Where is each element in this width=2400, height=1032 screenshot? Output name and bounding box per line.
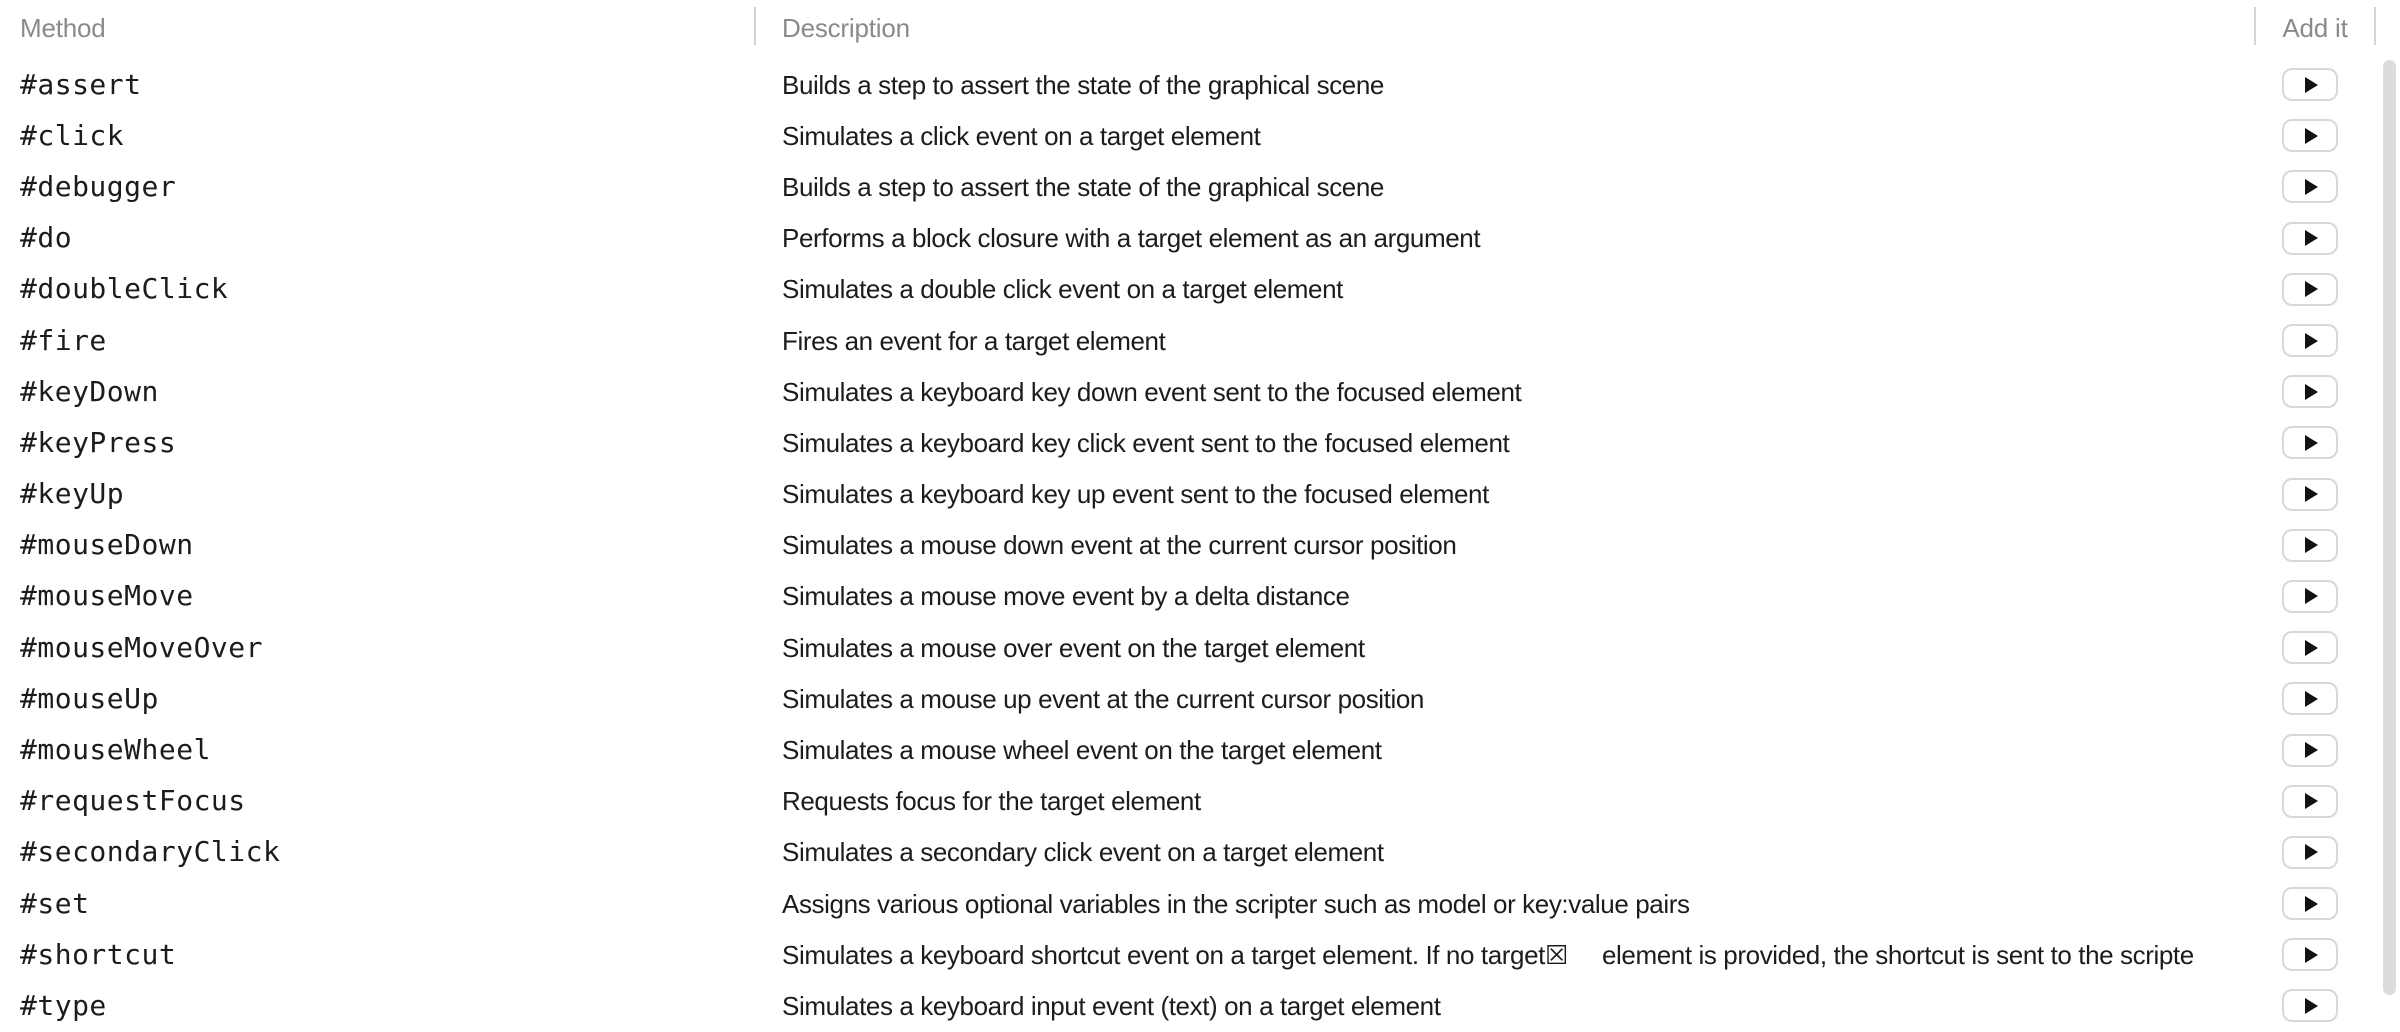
play-icon	[2305, 537, 2318, 553]
add-it-cell	[2255, 375, 2375, 408]
add-it-button[interactable]	[2282, 68, 2338, 101]
add-it-button[interactable]	[2282, 273, 2338, 306]
table-row[interactable]	[0, 110, 2400, 161]
add-it-button[interactable]	[2282, 734, 2338, 767]
play-icon	[2305, 793, 2318, 809]
method-description: Fires an event for a target element	[782, 325, 1166, 356]
add-it-button[interactable]	[2282, 580, 2338, 613]
table-row[interactable]	[0, 366, 2400, 417]
method-description: Simulates a mouse over event on the target element	[782, 632, 1365, 663]
method-description: Simulates a mouse move event by a delta distance	[782, 581, 1350, 612]
table-row[interactable]	[0, 878, 2400, 929]
method-description: Assigns various optional variables in the scripter such as model or key:value pairs	[782, 888, 1690, 919]
add-it-button[interactable]	[2282, 170, 2338, 203]
add-it-button[interactable]	[2282, 989, 2338, 1022]
add-it-cell	[2255, 222, 2375, 255]
column-header-description: Description	[782, 13, 910, 43]
add-it-button[interactable]	[2282, 682, 2338, 715]
table-row[interactable]	[0, 980, 2400, 1031]
method-description: Simulates a keyboard input event (text) on a target element	[782, 990, 1441, 1021]
add-it-button[interactable]	[2282, 324, 2338, 357]
method-name: #set	[20, 887, 90, 920]
add-it-button[interactable]	[2282, 785, 2338, 818]
method-description: Simulates a secondary click event on a target element	[782, 837, 1384, 868]
method-name: #assert	[20, 68, 142, 101]
add-it-cell	[2255, 119, 2375, 152]
header-column-divider	[754, 7, 756, 45]
table-row[interactable]	[0, 315, 2400, 366]
play-icon	[2305, 179, 2318, 195]
add-it-cell	[2255, 324, 2375, 357]
add-it-button[interactable]	[2282, 375, 2338, 408]
method-description: Simulates a mouse wheel event on the target element	[782, 735, 1382, 766]
play-icon	[2305, 333, 2318, 349]
method-description: Simulates a mouse down event at the current cursor position	[782, 530, 1457, 561]
add-it-button[interactable]	[2282, 426, 2338, 459]
play-icon	[2305, 998, 2318, 1014]
table-row[interactable]	[0, 673, 2400, 724]
play-icon	[2305, 947, 2318, 963]
table-row[interactable]	[0, 59, 2400, 110]
table-row[interactable]	[0, 929, 2400, 980]
method-description: Simulates a click event on a target element	[782, 120, 1261, 151]
table-row[interactable]	[0, 520, 2400, 571]
add-it-button[interactable]	[2282, 529, 2338, 562]
table-row[interactable]	[0, 827, 2400, 878]
vertical-scrollbar-thumb[interactable]	[2383, 60, 2396, 995]
play-icon	[2305, 691, 2318, 707]
add-it-cell	[2255, 785, 2375, 818]
method-name: #keyDown	[20, 375, 159, 408]
add-it-cell	[2255, 426, 2375, 459]
play-icon	[2305, 281, 2318, 297]
table-row[interactable]	[0, 622, 2400, 673]
method-description: Builds a step to assert the state of the graphical scene	[782, 171, 1384, 202]
add-it-button[interactable]	[2282, 887, 2338, 920]
method-description: Simulates a keyboard key down event sent to the focused element	[782, 376, 1522, 407]
method-description: Simulates a keyboard shortcut event on a target element. If no target☒ element is provided, the shortcut is sent to the scripte	[782, 939, 2194, 970]
method-name: #mouseWheel	[20, 734, 211, 767]
table-row[interactable]	[0, 469, 2400, 520]
play-icon	[2305, 742, 2318, 758]
method-name: #mouseUp	[20, 682, 159, 715]
method-name: #do	[20, 222, 73, 255]
table-row[interactable]	[0, 776, 2400, 827]
method-name: #mouseMoveOver	[20, 631, 264, 664]
table-row[interactable]	[0, 417, 2400, 468]
add-it-button[interactable]	[2282, 478, 2338, 511]
add-it-cell	[2255, 580, 2375, 613]
method-description: Simulates a mouse up event at the current cursor position	[782, 683, 1424, 714]
add-it-button[interactable]	[2282, 631, 2338, 664]
add-it-cell	[2255, 682, 2375, 715]
method-description: Simulates a double click event on a target element	[782, 274, 1344, 305]
method-name: #debugger	[20, 170, 177, 203]
method-name: #mouseMove	[20, 580, 194, 613]
play-icon	[2305, 435, 2318, 451]
add-it-cell	[2255, 529, 2375, 562]
method-name: #type	[20, 989, 107, 1022]
play-icon	[2305, 77, 2318, 93]
play-icon	[2305, 588, 2318, 604]
add-it-cell	[2255, 734, 2375, 767]
table-row[interactable]	[0, 213, 2400, 264]
add-it-cell	[2255, 478, 2375, 511]
method-description: Builds a step to assert the state of the graphical scene	[782, 69, 1384, 100]
method-description: Requests focus for the target element	[782, 786, 1201, 817]
method-name: #keyPress	[20, 426, 177, 459]
method-description: Performs a block closure with a target element as an argument	[782, 223, 1481, 254]
table-row[interactable]	[0, 724, 2400, 775]
add-it-cell	[2255, 836, 2375, 869]
add-it-cell	[2255, 887, 2375, 920]
method-name: #fire	[20, 324, 107, 357]
play-icon	[2305, 230, 2318, 246]
method-name: #requestFocus	[20, 785, 246, 818]
method-description: Simulates a keyboard key click event sent to the focused element	[782, 427, 1510, 458]
play-icon	[2305, 896, 2318, 912]
add-it-button[interactable]	[2282, 119, 2338, 152]
add-it-cell	[2255, 273, 2375, 306]
method-name: #doubleClick	[20, 273, 229, 306]
header-column-divider	[2374, 7, 2376, 45]
add-it-cell	[2255, 68, 2375, 101]
add-it-cell	[2255, 170, 2375, 203]
play-icon	[2305, 128, 2318, 144]
header-column-divider	[2254, 7, 2256, 45]
play-icon	[2305, 640, 2318, 656]
table-row[interactable]	[0, 571, 2400, 622]
method-name: #keyUp	[20, 478, 125, 511]
method-description: Simulates a keyboard key up event sent to the focused element	[782, 479, 1489, 510]
table-row[interactable]	[0, 161, 2400, 212]
add-it-button[interactable]	[2282, 938, 2338, 971]
method-name: #click	[20, 119, 125, 152]
play-icon	[2305, 486, 2318, 502]
method-name: #secondaryClick	[20, 836, 281, 869]
table-row[interactable]	[0, 264, 2400, 315]
add-it-button[interactable]	[2282, 836, 2338, 869]
column-header-method: Method	[20, 13, 106, 43]
table-body	[0, 59, 2400, 1032]
column-header-add-it: Add it	[2282, 13, 2348, 43]
add-it-cell	[2255, 631, 2375, 664]
add-it-cell	[2255, 938, 2375, 971]
add-it-cell	[2255, 989, 2375, 1022]
add-it-button[interactable]	[2282, 222, 2338, 255]
method-name: #mouseDown	[20, 529, 194, 562]
play-icon	[2305, 844, 2318, 860]
method-name: #shortcut	[20, 938, 177, 971]
play-icon	[2305, 384, 2318, 400]
